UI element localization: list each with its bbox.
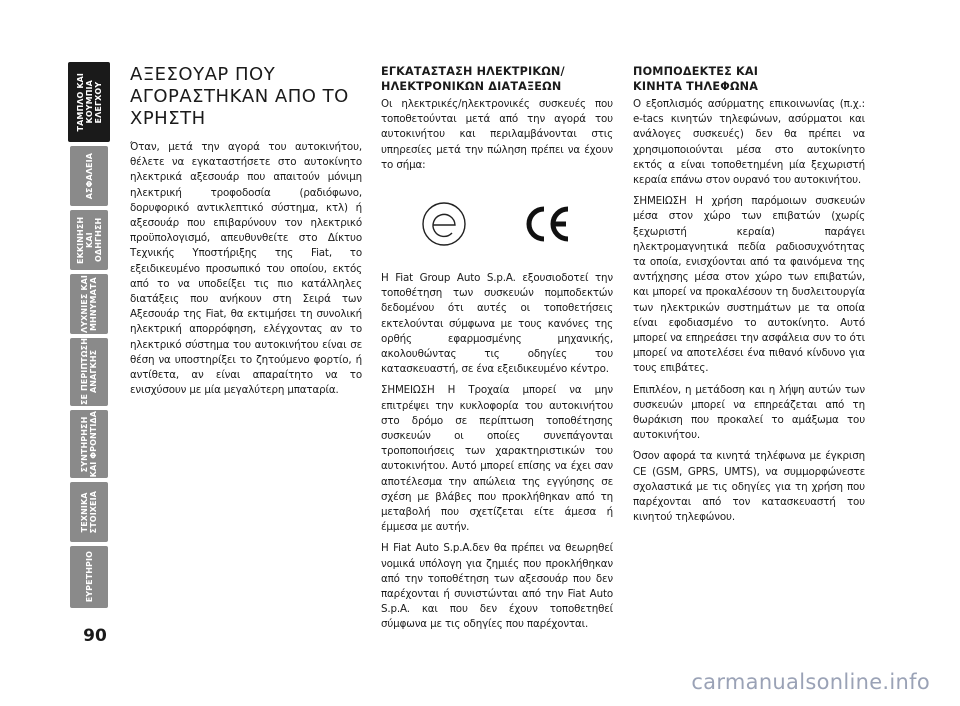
paragraph: ΣΗΜΕΙΩΣΗ Η χρήση παρόμοιων συσκευών μέσα στον χώρο των επιβατών (χωρίς ξεχωριστή κεραία) παράγει ηλεκτρομαγνητικά πεδία ραδιοσυχνότητας τα οποία, ενισχύονται από τα φαινόμενα της αντήχησης μέσα στον χώρο των επιβατών, και μπορεί να προκαλέσουν τη δυσλειτουργία των ηλεκτρικών συστημάτων με τα οποία είναι εφοδιασμένο το αυτοκίνητο. Αυτό μπορεί να επηρεάσει την ασφάλεια συν το ότι μπορεί να αποτελέσει ένα πιθανό κίνδυνο για τους επιβάτες. [633, 195, 865, 375]
column-accessories [130, 64, 362, 404]
tab-starting-driving[interactable] [70, 210, 108, 270]
section-title: ΑΞΕΣΟΥΑΡ ΠΟΥ ΑΓΟΡΑΣΤΗΚΑΝ ΑΠΟ ΤΟ ΧΡΗΣΤΗ [130, 64, 349, 129]
tab-label: ΤΑΜΠΛΟ ΚΑΙ ΚΟΥΜΠΙΑ ΕΛΕΓΧΟΥ [75, 72, 103, 132]
approval-marks [381, 185, 613, 263]
tab-safety[interactable] [70, 146, 108, 206]
paragraph: ΣΗΜΕΙΩΣΗ Η Τροχαία μπορεί να μην επιτρέψει την κυκλοφορία του αυτοκινήτου στο δρόμο σε περίπτωση τοποθέτησης συσκευών οι οποίες συνεπάγονται τροποποιήσεις των χαρακτηριστικών του αυτοκινήτου. Αυτό μπορεί επίσης να έχει σαν αποτέλεσμα την απώλεια της εγγύησης σε σχέση με βλάβες που προκλήθηκαν από τη μεταβολή που σχετίζεται είτε άμεσα ή έμμεσα με αυτήν. [381, 384, 613, 534]
page-number: 90 [83, 626, 107, 646]
ce-mark-icon [523, 204, 573, 244]
tab-dashboard-controls[interactable] [68, 62, 110, 142]
section-title: ΕΓΚΑΤΑΣΤΑΣΗ ΗΛΕΚΤΡΙΚΩΝ/ ΗΛΕΚΤΡΟΝΙΚΩΝ ΔΙΑΤΑΞΕΩΝ [381, 65, 565, 93]
column-transceivers [633, 64, 865, 531]
tab-label: ΤΕΧΝΙΚΑ ΣΤΟΙΧΕΙΑ [80, 490, 98, 534]
tab-label: ΕΥΡΕΤΗΡΙΟ [84, 551, 94, 603]
watermark: carmanualsonline.info [691, 670, 930, 694]
tab-maintenance[interactable] [70, 410, 108, 478]
paragraph: Οι ηλεκτρικές/ηλεκτρονικές συσκευές που τοποθετούνται μετά από την αγορά του αυτοκινήτου και περιλαμβάνονται στις υπηρεσίες μετά την πώληση πρέπει να έχουν το σήμα: [381, 98, 613, 171]
section-title: ΠΟΜΠΟΔΕΚΤΕΣ ΚΑΙ ΚΙΝΗΤΑ ΤΗΛΕΦΩΝΑ [633, 65, 759, 93]
tab-label: ΣΕ ΠΕΡΙΠΤΩΣΗ ΑΝΑΓΚΗΣ [80, 338, 98, 406]
paragraph: Όσον αφορά τα κινητά τηλέφωνα με έγκριση CE (GSM, GPRS, UMTS), να συμμορφώνεστε σχολαστικά με τις οδηγίες για τη χρήση που παρέχονται από τον κατασκευαστή του κινητού τηλεφώνου. [633, 450, 865, 524]
tab-label: ΕΚΚΙΝΗΣΗ ΚΑΙ ΟΔΗΓΗΣΗ [75, 216, 103, 264]
tab-technical-data[interactable] [70, 482, 108, 542]
paragraph: Ο εξοπλισμός ασύρματης επικοινωνίας (π.χ.: e-tacs κινητών τηλεφώνων, ασύρματοι και ανάλογες συσκευές) δεν θα πρέπει να χρησιμοποιούνται μέσα στο αυτοκίνητο εκτός α είναι τοποθετημένη μία ξεχωριστή κεραία επάνω στον ουρανό του αυτοκινήτου. [633, 98, 865, 187]
tab-label: ΣΥΝΤΗΡΗΣΗ ΚΑΙ ΦΡΟΝΤΙΔΑ [80, 410, 98, 478]
tab-label: ΑΣΦΑΛΕΙΑ [84, 152, 94, 200]
column-electrical-devices [381, 64, 613, 639]
paragraph: Όταν, μετά την αγορά του αυτοκινήτου, θέλετε να εγκαταστήσετε στο αυτοκίνητο ηλεκτρικά αξεσουάρ που απαιτούν μόνιμη ηλεκτρική τροφοδοσία (ραδιόφωνο, δορυφορικό αντικλεπτικό σύστημα, κτλ) ή αξεσουάρ που επιβαρύνουν τον ηλεκτρικό προϋπολογισμό, απευθυνθείτε στο Δίκτυο Τεχνικής Υποστήριξης της Fiat, το εξειδικευμένο προσωπικό του οποίου, εκτός από το να υποδείξει τις πιο κατάλληλες διατάξεις που ανήκουν στη Σειρά των Αξεσουάρ της Fiat, θα εκτιμήσει τη συνολική ηλεκτρική απορρόφηση, ελέγχοντας αν το ηλεκτρικό σύστημα του αυτοκινήτου είναι σε θέση να υποστηρίξει το ζητούμενο φορτίο, ή αντίθετα, αν είναι απαραίτητο να το ενισχύσουν με μία μεγαλύτερη μπαταρία. [130, 141, 362, 397]
paragraph: Επιπλέον, η μετάδοση και η λήψη αυτών των συσκευών μπορεί να επηρεάζεται από τη θωράκιση που προκαλεί το αμάξωμα του αυτοκινήτου. [633, 383, 865, 442]
paragraph: Η Fiat Group Auto S.p.A. εξουσιοδοτεί την τοποθέτηση των συσκευών πομποδεκτών δεδομένου ότι αυτές οι τοποθετήσεις εκτελούνται σύμφωνα με τους κανόνες της ορθής εφαρμοσμένης μηχανικής, ακολουθώντας τις οδηγίες του κατασκευαστή, σε ένα εξειδικευμένο κέντρο. [381, 272, 613, 376]
e-mark-icon [421, 201, 467, 247]
tab-index[interactable] [70, 546, 108, 608]
tab-label: ΛΥΧΝΙΕΣ ΚΑΙ ΜΗΝΥΜΑΤΑ [80, 274, 98, 333]
tab-warning-lights[interactable] [70, 274, 108, 334]
paragraph: Η Fiat Auto S.p.A.δεν θα πρέπει να θεωρηθεί νομικά υπόλογη για ζημιές που προκλήθηκαν από την τοποθέτηση των αξεσουάρ που δεν παρέχονται ή συνιστώνται από την Fiat Auto S.p.A. και που δεν έχουν τοποθετηθεί σύμφωνα με τις οδηγίες που παρέχονται. [381, 542, 613, 631]
tab-emergency[interactable] [70, 338, 108, 406]
